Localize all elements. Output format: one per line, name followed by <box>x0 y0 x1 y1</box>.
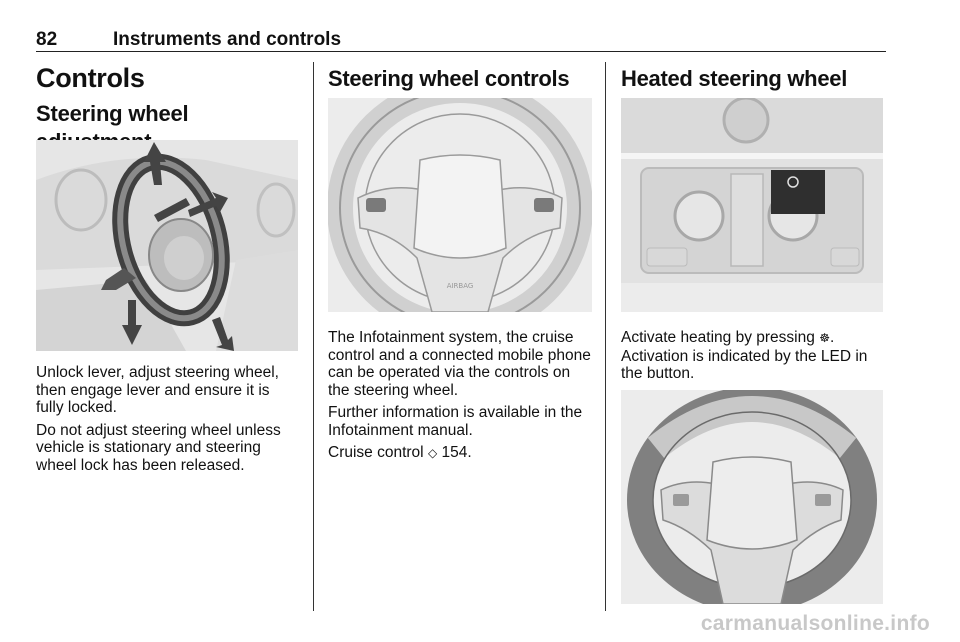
paragraph <box>328 444 594 463</box>
subsection-title: Steering wheel <box>36 101 189 126</box>
column-steering-adjustment-text <box>36 364 298 474</box>
section-title: Steering wheel controls <box>328 66 570 91</box>
section-title: Heated steering wheel <box>621 66 848 91</box>
svg-text:AIRBAG: AIRBAG <box>446 282 474 290</box>
heated-steering-wheel-illustration <box>621 390 883 604</box>
page-reference-arrow-icon: ◇ <box>427 446 438 460</box>
paragraph: Activation is indicated by the LED in the button. <box>621 347 868 382</box>
heated-steering-wheel-icon: ☸ <box>819 331 830 345</box>
page-header <box>36 29 886 52</box>
section-title: Controls <box>36 63 145 93</box>
heated-steering-button-illustration <box>621 98 883 312</box>
column-heated-steering-wheel-text <box>621 329 883 383</box>
paragraph: The Infotainment system, the cruise control and a connected mobile phone can be operated via the controls on the steering wheel. <box>328 329 591 399</box>
column-steering-controls-text <box>328 329 594 463</box>
column-divider <box>605 62 606 611</box>
paragraph: Further information is available in the Infotainment manual. <box>328 404 583 439</box>
column-heated-steering-wheel <box>621 62 883 96</box>
running-title: Instruments and controls <box>113 29 342 50</box>
activate-heating-text: Activate heating by pressing <box>621 329 815 346</box>
page-number: 82 <box>36 29 58 50</box>
cruise-control-page-link[interactable]: 154. <box>441 444 472 461</box>
column-divider <box>313 62 314 611</box>
watermark: carmanualsonline.info <box>700 612 930 635</box>
column-steering-controls <box>328 62 594 96</box>
paragraph: Do not adjust steering wheel unless vehicle is stationary and steering wheel lock has been released. <box>36 421 281 474</box>
paragraph: Unlock lever, adjust steering wheel, then engage lever and ensure it is fully locked. <box>36 364 279 416</box>
steering-adjustment-illustration <box>36 140 298 351</box>
steering-wheel-controls-illustration <box>328 98 592 312</box>
paragraph: Activate heating by pressing ☸. <box>621 329 835 346</box>
cruise-control-label: Cruise control <box>328 444 424 461</box>
